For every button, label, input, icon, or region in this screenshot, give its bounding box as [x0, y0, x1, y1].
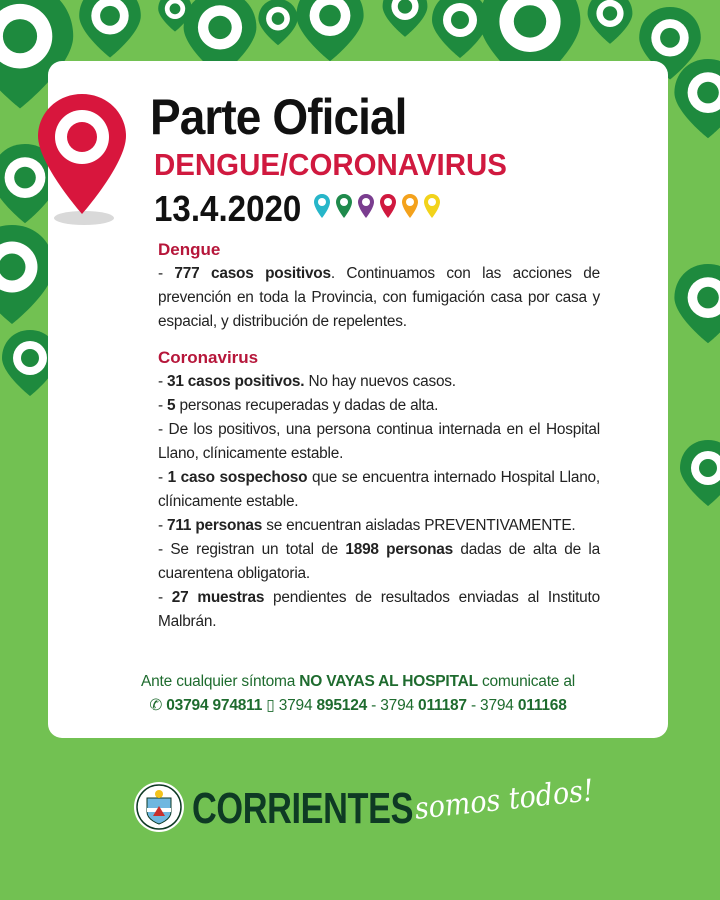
- mini-pin-orange-icon: [402, 194, 418, 218]
- covid-line-7: - 27 muestras pendientes de resultados enviadas al Instituto Malbrán.: [158, 589, 600, 630]
- bg-pin-12: [674, 59, 720, 138]
- bg-pin-6: [296, 0, 363, 61]
- mini-pin-green-icon: [336, 194, 352, 218]
- dengue-paragraph: - 777 casos positivos. Continuamos con las acciones de prevención en toda la Provincia, con fumigación casa por casa y espacial, y distribución de repelentes.: [158, 265, 600, 330]
- phone-number-1[interactable]: 03794 974811: [166, 697, 263, 714]
- report-date: 13.4.2020: [154, 188, 302, 229]
- dengue-cases: 777 casos positivos: [174, 265, 331, 282]
- bg-pin-5: [258, 0, 297, 45]
- covid-line-2: - 5 personas recuperadas y dadas de alta.: [158, 397, 439, 414]
- covid-line-5: - 711 personas se encuentran aisladas PREVENTIVAMENTE.: [158, 517, 576, 534]
- covid-line-3: - De los positivos, una persona continua internada en el Hospital Llano, clínicamente estable.: [158, 421, 600, 462]
- bg-pin-10: [588, 0, 633, 44]
- page-subtitle: DENGUE/CORONAVIRUS: [154, 147, 507, 182]
- mobile-icon: ▯: [266, 697, 275, 714]
- location-pin-icon: [34, 90, 130, 230]
- bg-pin-2: [79, 0, 141, 58]
- phone-icon: ✆: [149, 697, 163, 714]
- coronavirus-section-title: Coronavirus: [158, 348, 259, 367]
- bg-pin-7: [383, 0, 428, 37]
- phone-number-2[interactable]: 3794 895124: [278, 697, 368, 714]
- contact-warning: Ante cualquier síntoma NO VAYAS AL HOSPITAL comunicate al: [141, 673, 575, 690]
- brand-name: CORRIENTES: [192, 784, 414, 833]
- report-content: [158, 238, 600, 634]
- bg-pin-8: [432, 0, 488, 58]
- bg-pin-16: [674, 264, 720, 343]
- covid-line-6: - Se registran un total de 1898 personas dadas de alta de la cuarentena obligatoria.: [158, 541, 600, 582]
- phone-number-4[interactable]: 3794 011168: [480, 697, 567, 714]
- brand-tagline: somos todos!: [413, 773, 596, 827]
- mini-pin-yellow-icon: [424, 194, 440, 218]
- covid-line-4: - 1 caso sospechoso que se encuentra internado Hospital Llano, clínicamente estable.: [158, 469, 600, 510]
- provincial-seal-icon: [133, 778, 185, 836]
- phone-number-3[interactable]: 3794 011187: [380, 697, 467, 714]
- bg-pin-14: [0, 225, 54, 324]
- covid-line-1: - 31 casos positivos. No hay nuevos casos.: [158, 373, 456, 390]
- mini-pin-cyan-icon: [314, 194, 330, 218]
- mini-pin-red-icon: [380, 194, 396, 218]
- contact-note: [48, 670, 668, 718]
- corrientes-brand: [128, 773, 598, 840]
- phone-numbers: ✆ 03794 974811 ▯ 3794 895124 - 3794 011187 - 3794 011168: [149, 697, 567, 714]
- mini-pin-purple-icon: [358, 194, 374, 218]
- bg-pin-17: [680, 440, 720, 506]
- colored-pins-icon: [312, 192, 447, 220]
- dengue-section-title: Dengue: [158, 240, 221, 259]
- page-title: Parte Oficial: [150, 89, 407, 145]
